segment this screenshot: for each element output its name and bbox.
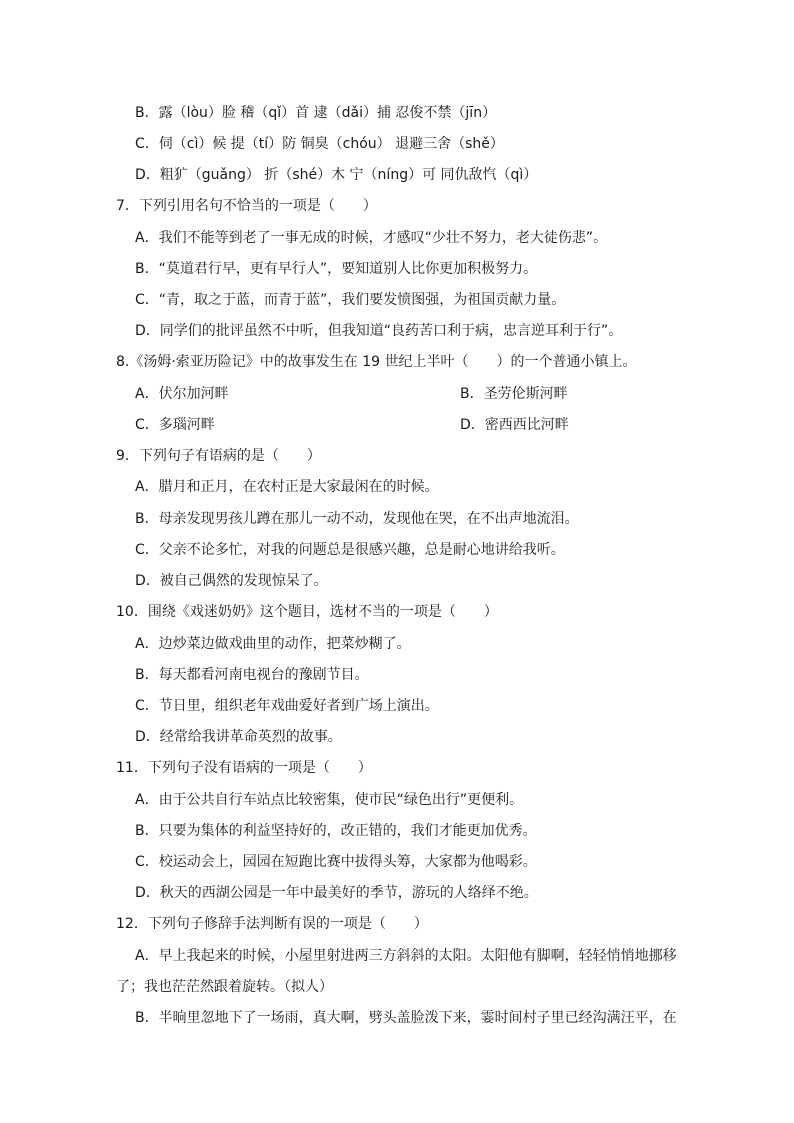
q7-option-c: C．“青，取之于蓝，而青于蓝”，我们要发愤图强，为祖国贡献力量。 <box>135 292 566 308</box>
q7-option-a: A．我们不能等到老了一事无成的时候，才感叹“少壮不努力，老大徒伤悲”。 <box>135 230 608 246</box>
q12-option-b-line1: B．半晌里忽地下了一场雨，真大啊，劈头盖脸泼下来，霎时间村子里已经沟满汪平，在 <box>135 1010 677 1026</box>
q7-option-d: D．同学们的批评虽然不中听，但我知道“良药苦口利于病，忠言逆耳利于行”。 <box>135 323 623 339</box>
q6-option-d: D．粗犷（guǎng） 折（shé）木 宁（níng）可 同仇敌忾（qì） <box>135 167 538 183</box>
q10-option-c: C．节日里，组织老年戏曲爱好者到广场上演出。 <box>135 698 439 714</box>
q7-stem: 7．下列引用名句不恰当的一项是（ ） <box>116 198 377 214</box>
q12-option-a-line1: A．早上我起来的时候，小屋里射进两三方斜斜的太阳。太阳他有脚啊，轻轻悄悄地挪移 <box>135 948 677 964</box>
q8-option-d: D．密西西比河畔 <box>460 417 569 433</box>
q8-option-c: C．多瑙河畔 <box>135 417 215 433</box>
q9-option-c: C．父亲不论多忙，对我的问题总是很感兴趣，总是耐心地讲给我听。 <box>135 542 565 558</box>
q10-option-d: D．经常给我讲革命英烈的故事。 <box>135 729 342 745</box>
q11-option-a: A．由于公共自行车站点比较密集，使市民“绿色出行”更便利。 <box>135 792 524 808</box>
q9-option-d: D．被自己偶然的发现惊呆了。 <box>135 573 328 589</box>
q6-option-b: B．露（lòu）脸 稽（qǐ）首 逮（dǎi）捕 忍俊不禁（jīn） <box>135 105 497 121</box>
q11-option-c: C．校运动会上，园园在短跑比赛中拔得头筹，大家都为他喝彩。 <box>135 854 537 870</box>
q9-stem: 9．下列句子有语病的是（ ） <box>116 448 321 464</box>
q9-option-a: A．腊月和正月，在农村正是大家最闲在的时候。 <box>135 479 439 495</box>
q7-option-b: B．“莫道君行早，更有早行人”，要知道别人比你更加积极努力。 <box>135 261 538 277</box>
q8-stem: 8.《汤姆·索亚历险记》中的故事发生在 19 世纪上半叶（ ）的一个普通小镇上。 <box>116 354 637 370</box>
q11-option-b: B．只要为集体的利益坚持好的，改正错的，我们才能更加优秀。 <box>135 823 537 839</box>
q12-option-a-line2: 了；我也茫茫然跟着旋转。（拟人） <box>116 979 333 995</box>
q12-stem: 12．下列句子修辞手法判断有误的一项是（ ） <box>116 916 428 932</box>
q10-option-b: B．每天都看河南电视台的豫剧节目。 <box>135 667 369 683</box>
q9-option-b: B．母亲发现男孩儿蹲在那儿一动不动，发现他在哭，在不出声地流泪。 <box>135 511 579 527</box>
q11-option-d: D．秋天的西湖公园是一年中最美好的季节，游玩的人络绎不绝。 <box>135 885 538 901</box>
q8-option-b: B．圣劳伦斯河畔 <box>460 386 568 402</box>
q10-stem: 10．围绕《戏迷奶奶》这个题目，选材不当的一项是（ ） <box>116 604 498 620</box>
q10-option-a: A．边炒菜边做戏曲里的动作，把菜炒糊了。 <box>135 636 411 652</box>
q6-option-c: C．伺（cì）候 提（tí）防 铜臭（chóu） 退避三舍（shě） <box>135 136 504 152</box>
q8-option-a: A．伏尔加河畔 <box>135 386 229 402</box>
q11-stem: 11．下列句子没有语病的一项是（ ） <box>116 760 372 776</box>
